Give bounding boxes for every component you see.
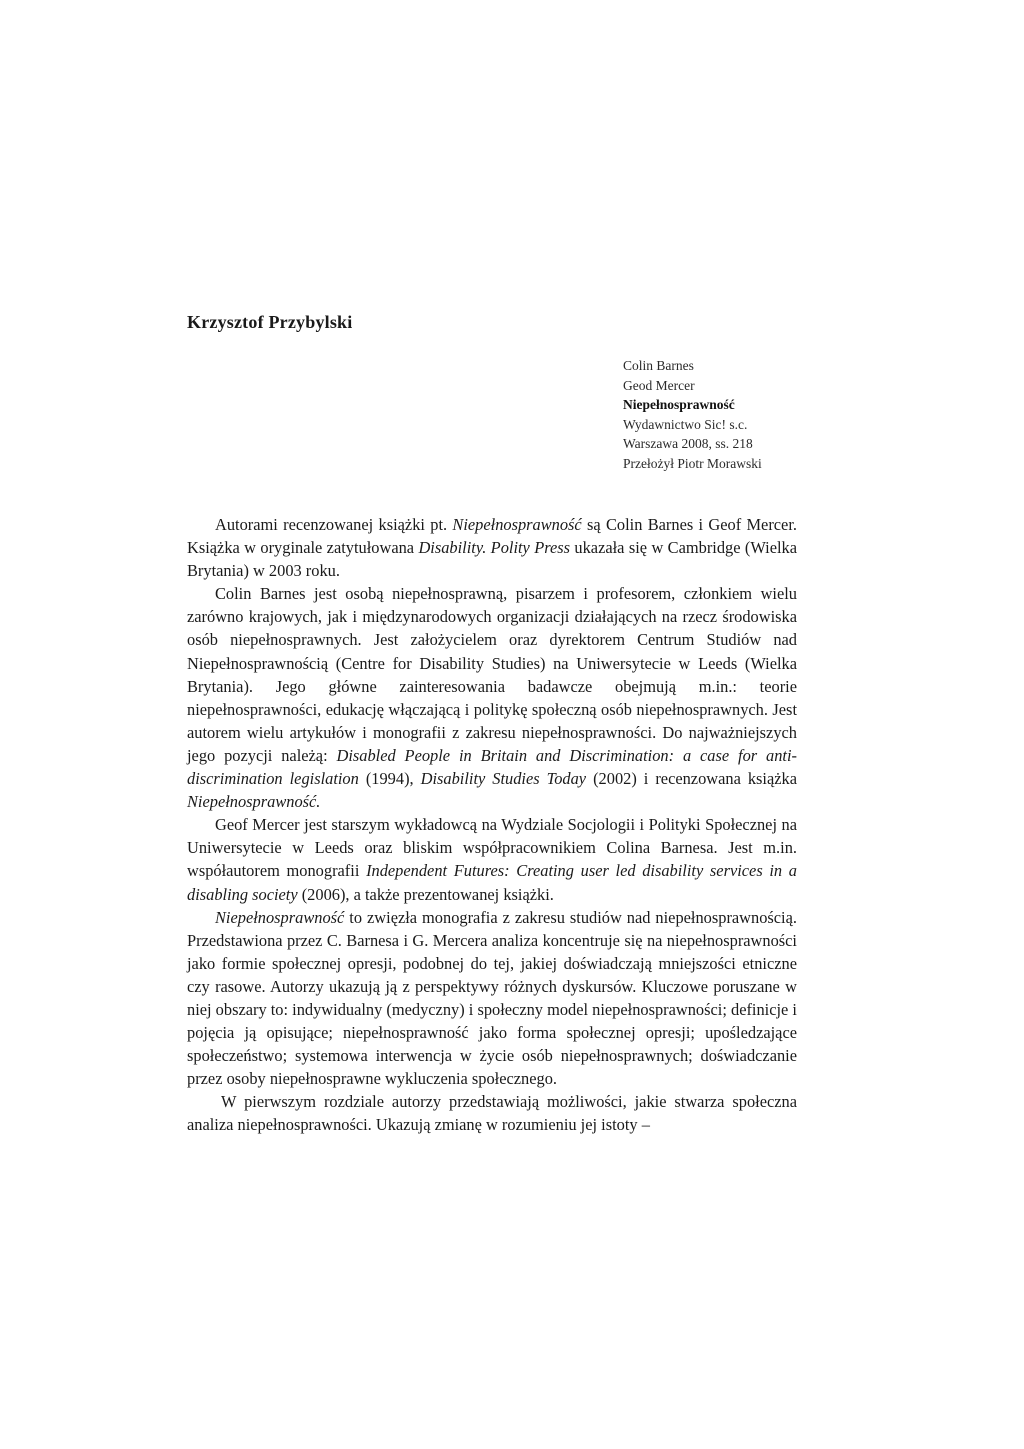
review-paragraph (187, 1090, 797, 1136)
book-title: Niepełnosprawność (623, 397, 735, 412)
italic-title-text: Independent Futures: Creating user led disability services in a disabling society (187, 861, 798, 904)
paragraph-text: Geof Mercer jest starszym wykładowcą na Wydziale Socjologii i Polityki Społecznej na Uniwersytecie w Leeds oraz bliskim współpracownikiem Colina Barnesa. Jest m.in. współautorem monografii (187, 815, 797, 881)
book-publisher: Wydawnictwo Sic! s.c. (623, 416, 748, 432)
reviewer-name: Krzysztof Przybylski (187, 312, 353, 332)
review-body (187, 513, 797, 1137)
review-paragraph (187, 582, 797, 813)
italic-title-text: Disabled People in Britain and Discrimination: a case for anti-discrimination legislation (187, 745, 797, 789)
paragraph-text: (1994), (358, 769, 421, 789)
paragraph-text: W pierwszym rozdziale autorzy przedstawiają możliwości, jakie stwarza społeczna analiza niepełnosprawności. Ukazują zmianę w rozumieniu jej istoty – (187, 1092, 797, 1135)
italic-title-text: Niepełnosprawność. (187, 792, 321, 812)
italic-title-text: Disability. Polity Press (418, 538, 571, 558)
review-paragraph (187, 906, 797, 1091)
paragraph-text: (2006), a także prezentowanej książki. (297, 884, 554, 904)
paragraph-text: (2002) i recenzowana książka (586, 769, 798, 789)
book-author-1: Colin Barnes (623, 358, 694, 373)
book-author-2: Geod Mercer (623, 377, 695, 393)
paragraph-text: ukazała się w Cambridge (Wielka Brytania) w 2003 roku. (187, 538, 798, 581)
paragraph-text: są Colin Barnes i Geof Mercer. Książka w oryginale zatytułowana (187, 515, 797, 558)
book-bibliography (623, 356, 762, 473)
italic-title-text: Disability Studies Today (420, 769, 587, 789)
paragraph-text: Colin Barnes jest osobą niepełnosprawną, pisarzem i profesorem, członkiem wielu zarówno krajowych, jak i międzynarodowych organizacji działających na rzecz środowiska osób niepełnosprawnych. Jest założycielem oraz dyrektorem Centrum Studiów nad Niepełnosprawnością (Centre for Disability Studies) na Uniwersytecie w Leeds (Wielka Brytania). Jego główne zainteresowania badawcze obejmują m.in.: teorie niepełnosprawności, edukację włączającą i politykę społeczną osób niepełnosprawnych. Jest autorem wielu artykułów i monografii z zakresu niepełnosprawności. Do najważniejszych jego pozycji należą: (187, 584, 797, 765)
book-place-year-pages: Warszawa 2008, ss. 218 (623, 436, 753, 451)
paragraph-text: Autorami recenzowanej książki pt. (215, 515, 453, 534)
italic-title-text: Niepełnosprawność (215, 907, 345, 927)
review-paragraph (187, 513, 797, 582)
paragraph-text: to zwięzła monografia z zakresu studiów nad niepełnosprawnością. Przedstawiona przez C. Barnesa i G. Mercera analiza koncentruje się na niepełnosprawności jako formie społecznej opresji, podobnej do tej, jakiej doświadczają mniejszości etniczne czy rasowe. Autorzy ukazują ją z perspektywy różnych dyskursów. Kluczowe poruszane w niej obszary to: indywidualny (medyczny) i społeczny model niepełnosprawności; definicje i pojęcia ją opisujące; niepełnosprawność jako forma społecznej opresji; upośledzające społeczeństwo; systemowa interwencja w życie osób niepełnosprawnych; doświadczanie przez osoby niepełnosprawne wykluczenia społecznego. (187, 907, 797, 1089)
book-translator: Przełożył Piotr Morawski (623, 455, 762, 471)
italic-title-text: Niepełnosprawność (452, 515, 582, 534)
review-paragraph (187, 813, 797, 905)
